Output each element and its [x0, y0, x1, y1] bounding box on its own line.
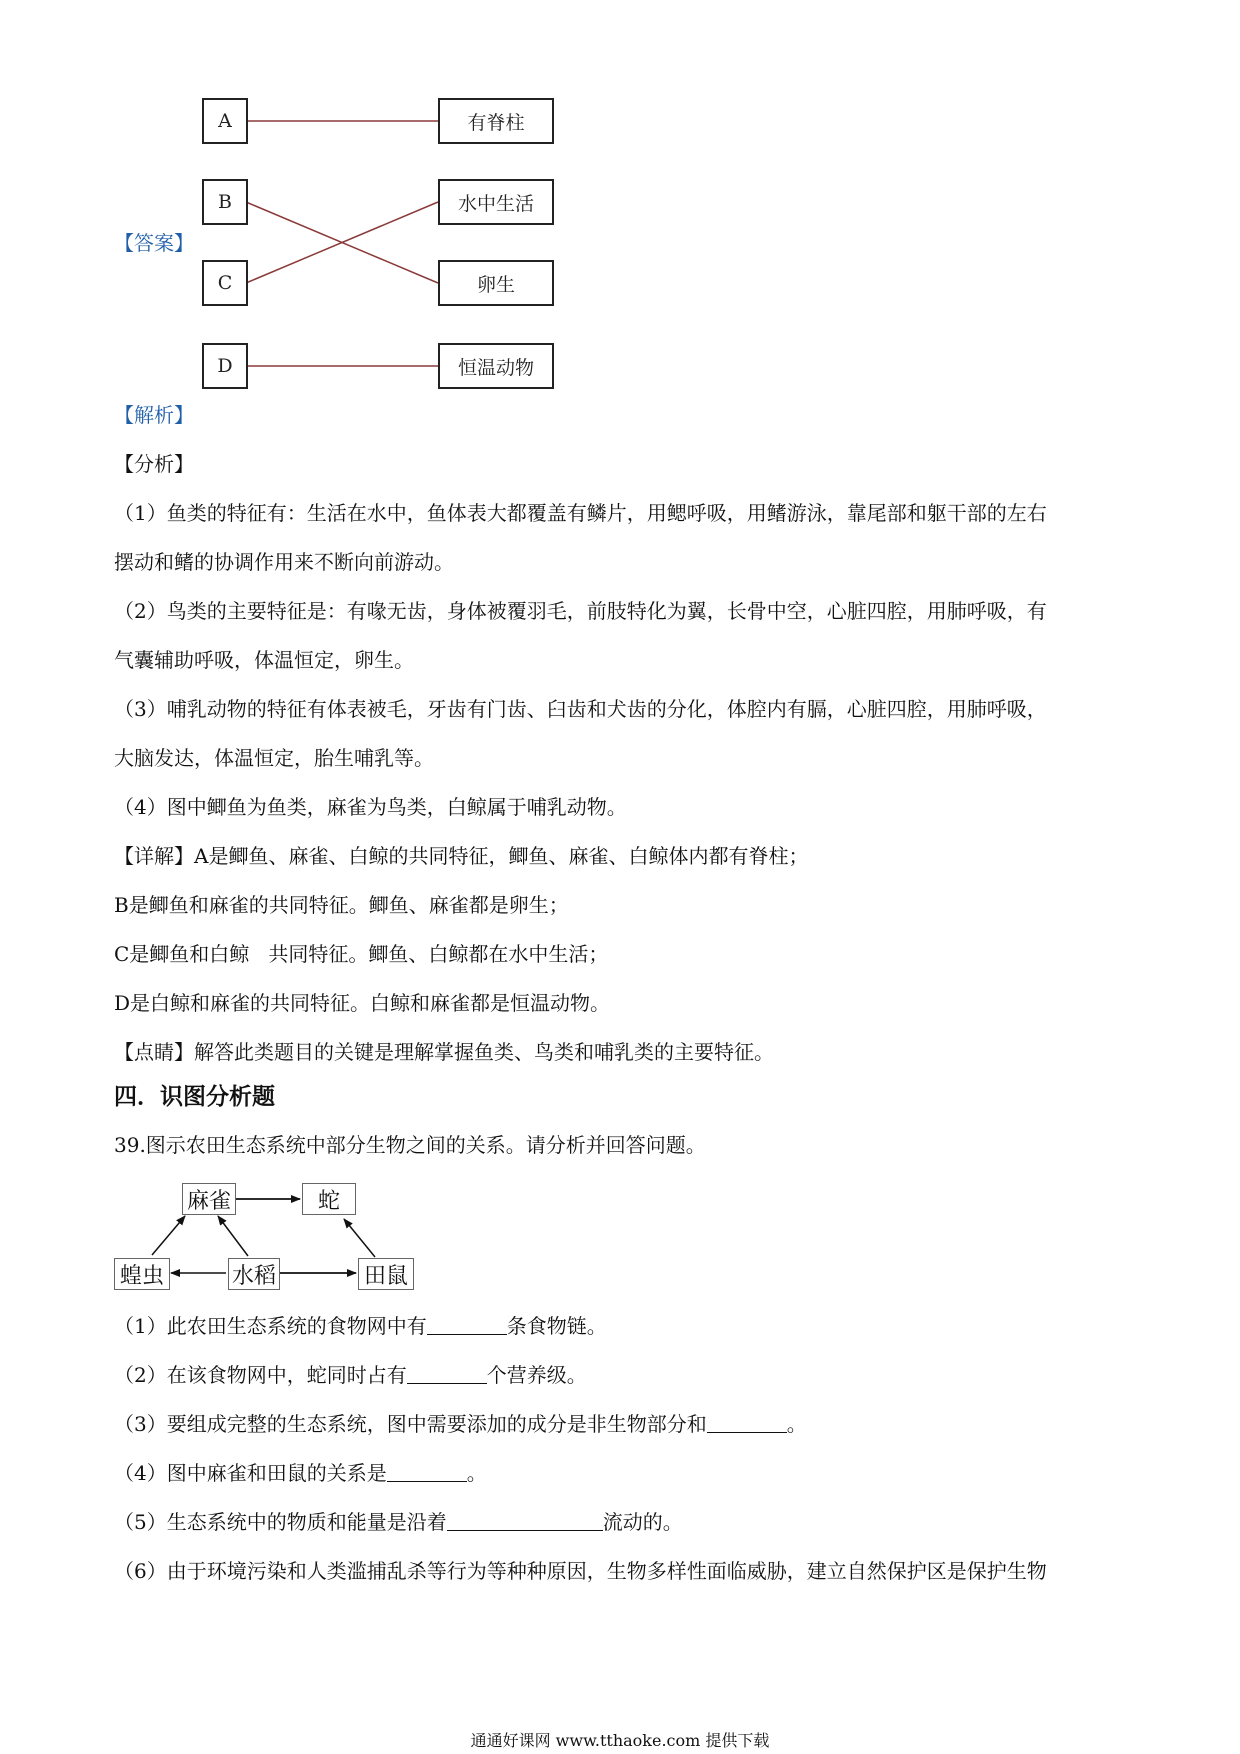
- question-2-post: 个营养级。: [486, 1363, 587, 1387]
- question-3-pre: （3）要组成完整的生态系统，图中需要添加的成分是非生物部分和: [114, 1412, 707, 1436]
- xiangjie-label: 【详解】: [114, 844, 194, 868]
- question-3: [114, 1410, 807, 1438]
- fenxi-line-6: 大脑发达，体温恒定，胎生哺乳等。: [114, 746, 434, 770]
- fenxi-line-7: （4）图中鲫鱼为鱼类，麻雀为鸟类，白鲸属于哺乳动物。: [114, 795, 627, 819]
- question-2: [114, 1361, 587, 1389]
- question-4-post: 。: [466, 1461, 487, 1485]
- fenxi-label: 【分析】: [114, 452, 194, 476]
- question-3-blank[interactable]: [707, 1412, 787, 1433]
- question-5: [114, 1508, 683, 1536]
- question-6-pre: （6）由于环境污染和人类滥捕乱杀等行为等种种原因，生物多样性面临威胁，建立自然保护区是保护生物: [114, 1559, 1047, 1583]
- question-6: [114, 1557, 1047, 1585]
- section-title: 四．识图分析题: [114, 1084, 275, 1110]
- match-left-a: A: [202, 98, 248, 144]
- match-left-b: B: [202, 179, 248, 225]
- fenxi-line-1: （1）鱼类的特征有：生活在水中，鱼体表大都覆盖有鳞片，用鳃呼吸，用鳍游泳，靠尾部和躯干部的左右: [114, 501, 1047, 525]
- fenxi-line-4: 气囊辅助呼吸，体温恒定，卵生。: [114, 648, 414, 672]
- foodweb-node-sparrow: 麻雀: [182, 1183, 236, 1215]
- question-2-pre: （2）在该食物网中，蛇同时占有: [114, 1363, 407, 1387]
- xiangjie-line-2: B是鲫鱼和麻雀的共同特征。鲫鱼、麻雀都是卵生；: [114, 893, 569, 917]
- q39-stem: 39.图示农田生态系统中部分生物之间的关系。请分析并回答问题。: [114, 1133, 706, 1157]
- match-right-4: 恒温动物: [438, 343, 554, 389]
- match-right-2: 水中生活: [438, 179, 554, 225]
- xiangjie-text-1: A是鲫鱼、麻雀、白鲸的共同特征，鲫鱼、麻雀、白鲸体内都有脊柱；: [194, 844, 809, 868]
- foodweb-node-rice: 水稻: [228, 1258, 280, 1290]
- question-3-post: 。: [786, 1412, 807, 1436]
- dianjing-text: 解答此类题目的关键是理解掌握鱼类、鸟类和哺乳类的主要特征。: [194, 1040, 774, 1064]
- answer-label: 【答案】: [114, 231, 194, 255]
- question-1-post: 条食物链。: [506, 1314, 607, 1338]
- foodweb-node-snake: 蛇: [302, 1183, 356, 1215]
- analysis-label: 【解析】: [114, 403, 194, 427]
- match-right-3: 卵生: [438, 260, 554, 306]
- fenxi-line-5: （3）哺乳动物的特征有体表被毛，牙齿有门齿、臼齿和犬齿的分化，体腔内有膈，心脏四腔，用肺呼吸，: [114, 697, 1047, 721]
- page-footer: 通通好课网 www.tthaoke.com 提供下载: [470, 1731, 770, 1750]
- fenxi-line-3: （2）鸟类的主要特征是：有喙无齿，身体被覆羽毛，前肢特化为翼，长骨中空，心脏四腔，用肺呼吸，有: [114, 599, 1047, 623]
- fenxi-line-2: 摆动和鳍的协调作用来不断向前游动。: [114, 550, 454, 574]
- question-4-pre: （4）图中麻雀和田鼠的关系是: [114, 1461, 387, 1485]
- foodweb-node-locust: 蝗虫: [114, 1258, 170, 1290]
- dianjing-label: 【点睛】: [114, 1040, 194, 1064]
- match-left-d: D: [202, 343, 248, 389]
- question-2-blank[interactable]: [407, 1363, 487, 1384]
- question-5-post: 流动的。: [602, 1510, 683, 1534]
- question-5-pre: （5）生态系统中的物质和能量是沿着: [114, 1510, 447, 1534]
- foodweb-node-fieldmouse: 田鼠: [358, 1258, 414, 1290]
- match-left-c: C: [202, 260, 248, 306]
- question-5-blank[interactable]: [447, 1510, 603, 1531]
- xiangjie-line-3: C是鲫鱼和白鲸 共同特征。鲫鱼、白鲸都在水中生活；: [114, 942, 609, 966]
- question-1-pre: （1）此农田生态系统的食物网中有: [114, 1314, 427, 1338]
- question-1-blank[interactable]: [427, 1314, 507, 1335]
- question-4-blank[interactable]: [387, 1461, 467, 1482]
- xiangjie-line-4: D是白鲸和麻雀的共同特征。白鲸和麻雀都是恒温动物。: [114, 991, 611, 1015]
- question-1: [114, 1312, 607, 1340]
- match-right-1: 有脊柱: [438, 98, 554, 144]
- question-4: [114, 1459, 487, 1487]
